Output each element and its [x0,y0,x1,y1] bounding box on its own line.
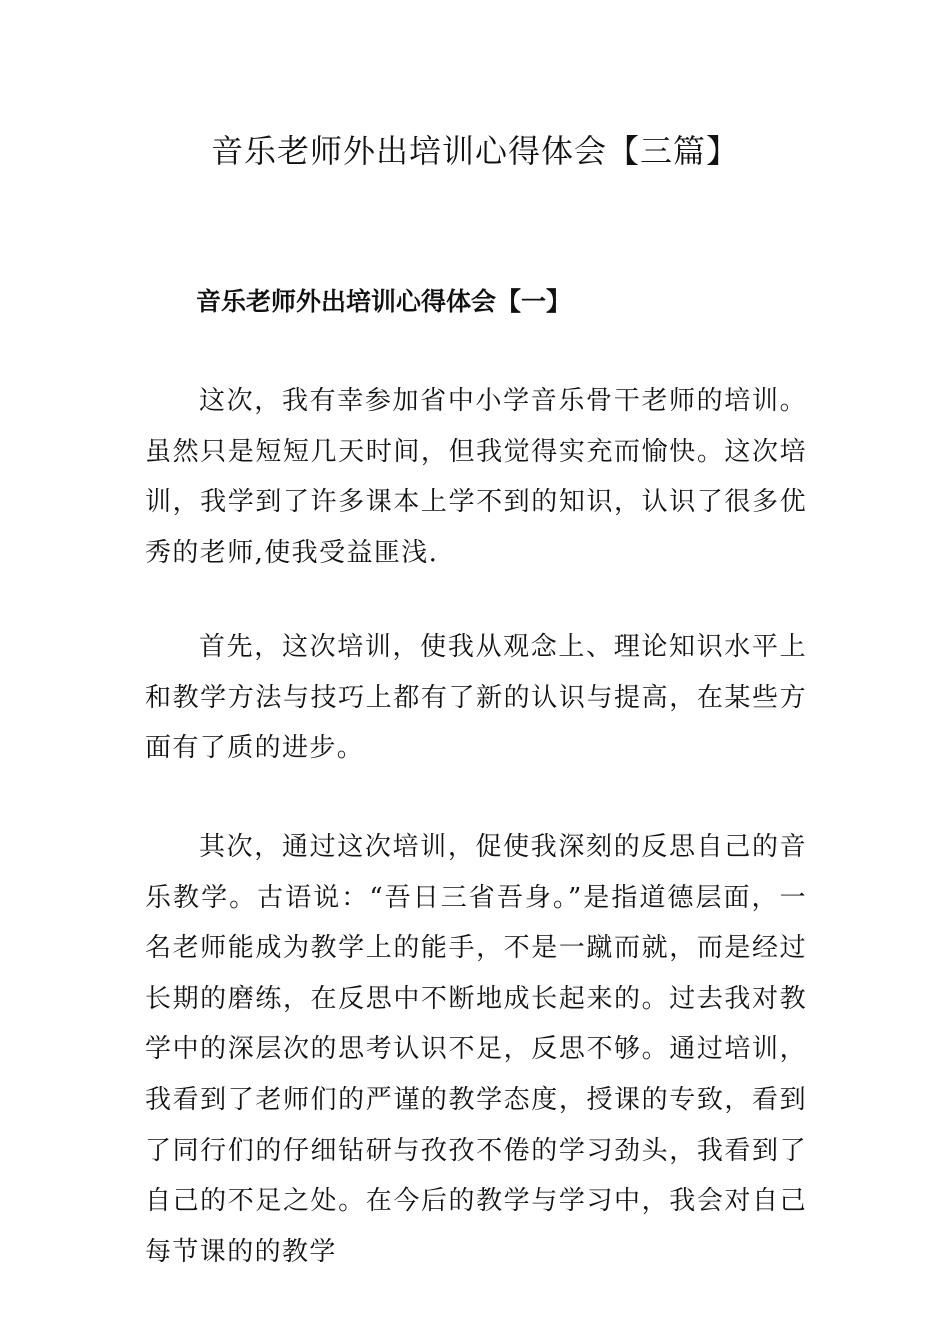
document-title: 音乐老师外出培训心得体会【三篇】 [210,132,739,170]
paragraph-2: 首先，这次培训，使我从观念上、理论知识水平上和教学方法与技巧上都有了新的认识与提高，在某些方面有了质的进步。 [145,632,807,764]
section-heading: 音乐老师外出培训心得体会【一】 [196,287,572,316]
paragraph-3: 其次，通过这次培训，促使我深刻的反思自己的音乐教学。古语说：“吾日三省吾身。”是指道德层面，一名老师能成为教学上的能手，不是一蹴而就，而是经过长期的磨练，在反思中不断地成长起来的。过去我对教学中的深层次的思考认识不足，反思不够。通过培训，我看到了老师们的严谨的教学态度，授课的专致，看到了同行们的仔细钻研与孜孜不倦的学习劲头，我看到了自己的不足之处。在今后的教学与学习中，我会对自己每节课的的教学 [145,832,807,1267]
paragraph-1: 这次，我有幸参加省中小学音乐骨干老师的培训。虽然只是短短几天时间，但我觉得实充而愉快。这次培训，我学到了许多课本上学不到的知识，认识了很多优秀的老师,使我受益匪浅. [145,386,807,568]
